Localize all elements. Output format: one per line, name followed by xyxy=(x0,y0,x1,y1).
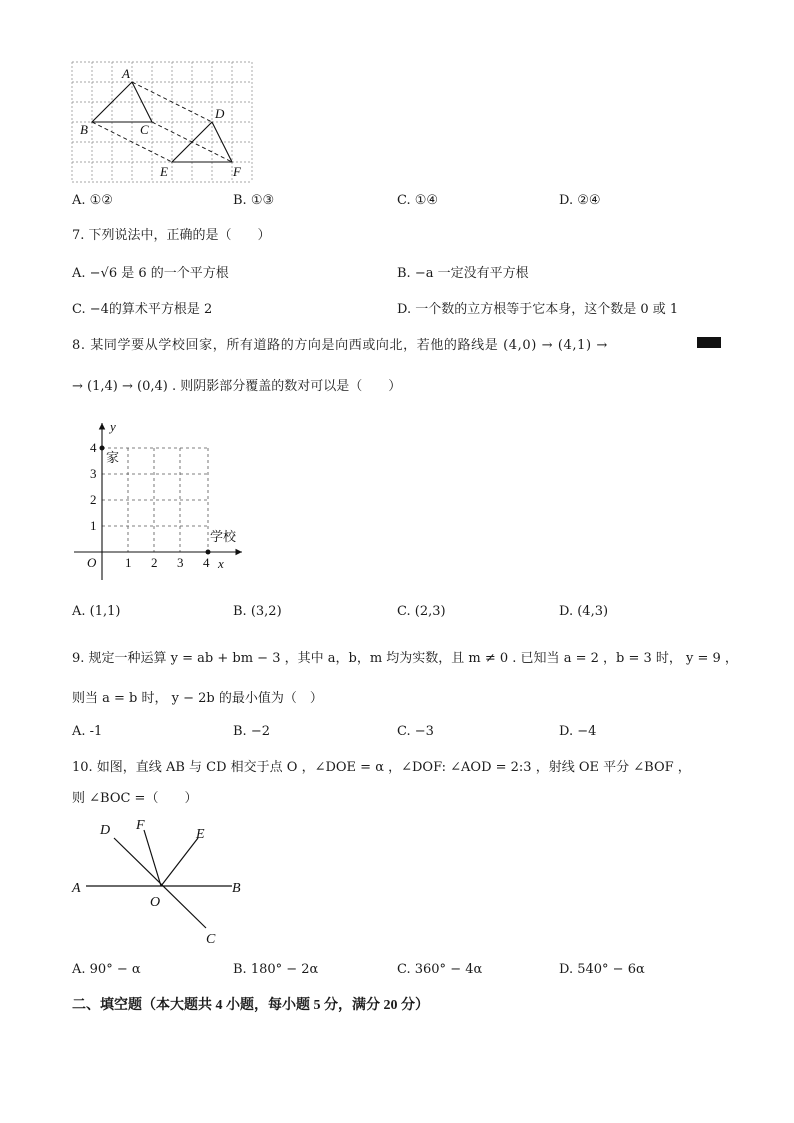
home-label: 家 xyxy=(106,450,120,465)
label-c: C xyxy=(140,122,149,137)
q6-grid-figure xyxy=(70,60,256,188)
q7-option-d: D. 一个数的立方根等于它本身，这个数是 0 或 1 xyxy=(397,302,679,317)
label-d: D xyxy=(100,823,111,838)
label-f: F xyxy=(233,164,241,179)
q10-option-c: C. 360° − 4α xyxy=(397,962,483,977)
label-e: E xyxy=(196,827,205,842)
label-a: A xyxy=(122,66,130,81)
y-tick-2: 2 xyxy=(90,492,97,507)
q9-option-c: C. −3 xyxy=(397,724,434,739)
school-label: 学校 xyxy=(210,529,237,544)
section-2-title: 二、填空题（本大题共 4 小题，每小题 5 分，满分 20 分） xyxy=(72,998,429,1013)
y-tick-3: 3 xyxy=(90,466,97,481)
q7-stem: 7. 下列说法中，正确的是（ ） xyxy=(72,228,271,243)
q10-option-d: D. 540° − 6α xyxy=(559,962,645,977)
school-point xyxy=(206,550,211,555)
q10-stem-line2: 则 ∠BOC =（ ） xyxy=(72,791,198,806)
q10-option-a: A. 90° − α xyxy=(72,962,141,977)
q9-option-a: A. -1 xyxy=(72,724,103,739)
q8-coordinate-figure xyxy=(70,415,260,587)
q9-option-b: B. −2 xyxy=(233,724,270,739)
ray-of xyxy=(144,830,161,886)
q8-option-b: B. (3,2) xyxy=(233,604,282,619)
x-tick-3: 3 xyxy=(177,555,184,570)
origin-label: O xyxy=(87,555,97,570)
q8-stem-line2: → (1,4) → (0,4) . 则阴影部分覆盖的数对可以是（ ） xyxy=(72,379,402,394)
home-point xyxy=(100,446,105,451)
label-b: B xyxy=(80,122,88,137)
q10-stem-line1: 10. 如图，直线 AB 与 CD 相交于点 O ，∠DOE = α ，∠DOF: ∠AOD = 2:3 ，射线 OE 平分 ∠BOF ， xyxy=(72,760,691,775)
q6-option-d: D. ②④ xyxy=(559,193,601,208)
label-c: C xyxy=(206,932,216,947)
q6-option-a: A. ①② xyxy=(72,193,113,208)
q7-option-b: B. −a 一定没有平方根 xyxy=(397,266,529,281)
q8-option-d: D. (4,3) xyxy=(559,604,609,619)
x-tick-4: 4 xyxy=(203,555,210,570)
x-tick-1: 1 xyxy=(125,555,132,570)
q6-option-c: C. ①④ xyxy=(397,193,439,208)
ray-oe xyxy=(161,838,198,886)
label-o: O xyxy=(150,895,161,910)
label-d: D xyxy=(215,106,225,121)
q10-angle-figure xyxy=(66,814,256,950)
label-b: B xyxy=(232,881,241,896)
label-f: F xyxy=(136,818,145,833)
q8-stem-line1: 8. 某同学要从学校回家，所有道路的方向是向西或向北，若他的路线是 (4,0) → (4,1) → xyxy=(72,338,608,353)
label-a: A xyxy=(72,881,81,896)
x-axis-label: x xyxy=(218,556,224,571)
q6-option-b: B. ①③ xyxy=(233,193,275,208)
q8-shaded-box xyxy=(697,337,721,348)
label-e: E xyxy=(160,164,168,179)
x-tick-2: 2 xyxy=(151,555,158,570)
q8-option-a: A. (1,1) xyxy=(72,604,121,619)
q7-option-c: C. −4的算术平方根是 2 xyxy=(72,302,213,317)
q10-option-b: B. 180° − 2α xyxy=(233,962,319,977)
y-axis-label: y xyxy=(110,419,116,434)
q9-stem-line2: 则当 a = b 时， y − 2b 的最小值为（ ） xyxy=(72,691,323,706)
q7-option-a: A. −√6 是 6 的一个平方根 xyxy=(72,266,229,281)
q9-option-d: D. −4 xyxy=(559,724,597,739)
y-tick-4: 4 xyxy=(90,440,97,455)
q8-option-c: C. (2,3) xyxy=(397,604,446,619)
q9-stem-line1: 9. 规定一种运算 y = ab + bm − 3 ，其中 a，b，m 均为实数，且 m ≠ 0 . 已知当 a = 2 ，b = 3 时， y = 9 ， xyxy=(72,651,738,666)
y-tick-1: 1 xyxy=(90,518,97,533)
